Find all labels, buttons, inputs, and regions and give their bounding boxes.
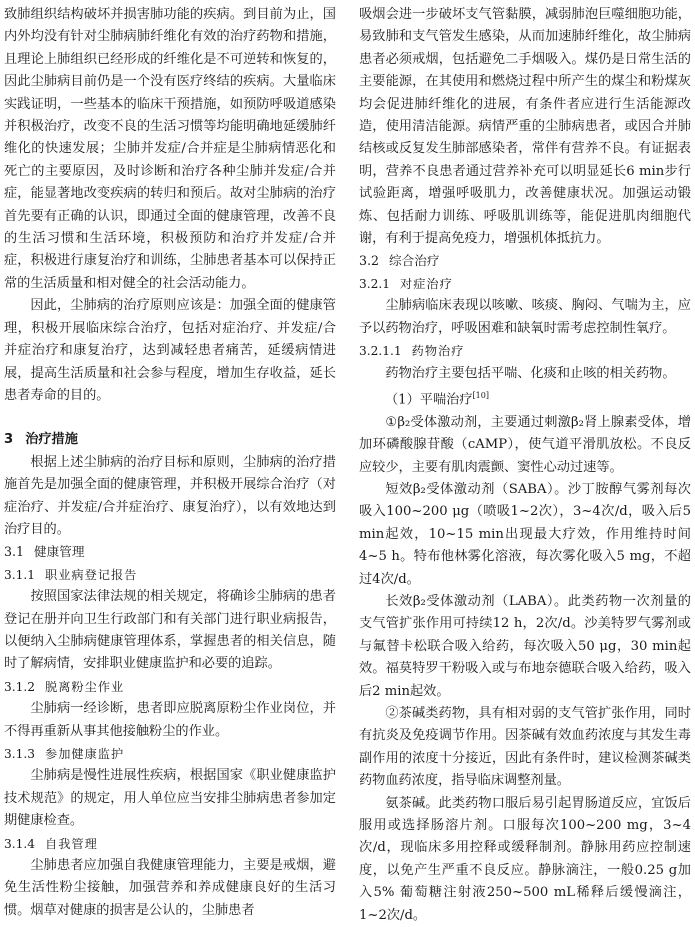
- paragraph: ②茶碱类药物，具有相对弱的支气管扩张作用，同时有抗炎及免疫调节作用。因茶碱有效血药浓度与其发生毒副作用的浓度十分接近，因此有条件时，建议检测茶碱类药物血药浓度，指导临床调整剂量。: [359, 705, 691, 789]
- subsubsection-heading: [4, 743, 336, 765]
- subsubsection-number: 3.2.1.1: [359, 344, 402, 359]
- subsubsection-title: 自我管理: [45, 836, 98, 851]
- paragraph: 根据上述尘肺病的治疗目标和原则，尘肺病的治疗措施首先是加强全面的健康管理，并积极开展综合治疗（对症治疗、并发症/合并症治疗、康复治疗），以有效地达到治疗目的。: [4, 454, 336, 537]
- paragraph: 药物治疗主要包括平喘、化痰和止咳的相关药物。: [385, 365, 676, 381]
- subsubsection-title: 对症治疗: [400, 276, 453, 291]
- paragraph: 按照国家法律法规的相关规定，将确诊尘肺病的患者登记在册并向卫生行政部门和有关部门进行职业病报告，以便纳入尘肺病健康管理体系，掌握患者的相关信息，随时了解病情，安排职业健康监护和必要的追踪。: [4, 589, 336, 672]
- paragraph: 尘肺病一经诊断，患者即应脱离原粉尘作业岗位，并不得再重新从事其他接触粉尘的作业。: [4, 701, 336, 739]
- paragraph: 因此，尘肺病的治疗原则应该是：加强全面的健康管理，积极开展临床综合治疗，包括对症治疗、并发症/合并症治疗和康复治疗，达到减轻患者痛苦，延缓病情进展，提高生活质量和社会参与程度，增加生存收益，延长患者寿命的目的。: [4, 298, 336, 403]
- subsection-heading: [4, 541, 336, 563]
- subsection-title: 综合治疗: [389, 253, 440, 269]
- subsection-number: 3.1: [4, 544, 25, 560]
- paragraph: 尘肺病是慢性进展性疾病，根据国家《职业健康监护技术规范》的规定，用人单位应当安排尘肺病患者参加定期健康检查。: [4, 768, 336, 829]
- subsubsection-number: 3.1.3: [4, 747, 36, 761]
- subsubsection-title: 脱离粉尘作业: [45, 679, 125, 694]
- section-number: 3: [4, 432, 14, 448]
- subsubsection-number: 3.1.1: [4, 567, 36, 582]
- right-column: [359, 4, 691, 927]
- subsubsection-title: 职业病登记报告: [45, 567, 138, 582]
- list-item-label: （1）平喘治疗: [385, 392, 473, 408]
- subsubsection-title: 参加健康监护: [45, 747, 125, 761]
- subsubsection-heading: [359, 340, 691, 362]
- paragraph: 尘肺患者应加强自我健康管理能力，主要是戒烟，避免生活性粉尘接触，加强营养和养成健康良好的生活习惯。烟草对健康的损害是公认的，尘肺患者: [4, 858, 336, 918]
- subsubsection-heading: [4, 676, 336, 698]
- subsubsection-heading: [359, 273, 691, 295]
- subsubsection-number: 3.2.1: [359, 276, 391, 291]
- subsection-heading: [359, 250, 691, 272]
- section-heading: [4, 429, 336, 451]
- paragraph: 吸烟会进一步破坏支气管黏膜，减弱肺泡巨噬细胞功能，易致肺和支气管发生感染，从而加速肺纤维化，故尘肺病患者必须戒烟，包括避免二手烟吸入。煤仍是日常生活的主要能源，在其使用和燃烧过程中所产生的煤尘和粉煤灰均会促进肺纤维化的进展，有条件者应进行生活能源改造，使用清洁能源。病情严重的尘肺病患者，或因合并肺结核或反复发生肺部感染者，常伴有营养不良。有证据表明，营养不良患者通过营养补充可以明显延长6 min步行试验距离，增强呼吸肌力，改善健康状况。加强运动锻炼、包括耐力训练、呼吸肌训练等，能促进肌肉细胞代谢，有利于提高免疫力，增强机体抵抗力。: [359, 7, 691, 247]
- list-item-heading: [359, 385, 691, 412]
- citation-ref[interactable]: [10]: [472, 390, 489, 400]
- subsubsection-heading: [4, 833, 336, 855]
- paragraph: 致肺组织结构破坏并损害肺功能的疾病。到目前为止，国内外均没有针对尘肺病肺纤维化有效的治疗药物和措施，且理论上肺组织已经形成的纤维化是不可逆转和恢复的，因此尘肺病目前仍是一个没有医疗终结的疾病。大量临床实践证明，一些基本的临床干预措施，如预防呼吸道感染并积极治疗，改变不良的生活习惯等均能明确地延缓肺纤维化的快速发展；尘肺并发症/合并症是尘肺病情恶化和死亡的主要原因，及时诊断和治疗各种尘肺并发症/合并症，能显著地改变疾病的转归和预后。故对尘肺病的治疗首先要有正确的认识，即通过全面的健康管理，改善不良的生活习惯和生活环境，积极预防和治疗并发症/合并症，积极进行康复治疗和训练，尘肺患者基本可以保持正常的生活质量和相对健全的社会活动能力。: [4, 7, 336, 291]
- subsubsection-title: 药物治疗: [411, 344, 465, 359]
- left-column: [4, 4, 336, 922]
- paragraph: 短效β₂受体激动剂（SABA）。沙丁胺醇气雾剂每次吸入100~200 μg（喷吸1~2次），3~4次/d，吸入后5 min起效，10~15 min出现最大疗效，作用维持时间4~5 h。特布他林雾化溶液，每次雾化吸入5 mg，不超过4次/d。: [359, 481, 691, 587]
- subsubsection-number: 3.1.2: [4, 679, 36, 694]
- paragraph: 氨茶碱。此类药物口服后易引起胃肠道反应，宜饭后服用或选择肠溶片剂。口服每次100~200 mg，3~4次/d，现临床多用控释或缓释制剂。静脉用药应控制速度，以免产生严重不良反应。静脉滴注，一般0.25 g加入5% 葡萄糖注射液250~500 mL稀释后缓慢滴注，1~2次/d。: [359, 795, 691, 923]
- paragraph: 长效β₂受体激动剂（LABA）。此类药物一次剂量的支气管扩张作用可持续12 h，2次/d。沙美特罗气雾剂或与氟替卡松联合吸入给药，每次吸入50 μg，30 min起效。福莫特罗干粉吸入或与布地奈德联合吸入给药，吸入后2 min起效。: [359, 593, 691, 699]
- subsubsection-number: 3.1.4: [4, 836, 36, 851]
- section-title: 治疗措施: [25, 432, 78, 448]
- subsection-number: 3.2: [359, 253, 380, 269]
- paragraph: ①β₂受体激动剂，主要通过刺激β₂肾上腺素受体，增加环磷酸腺苷酸（cAMP），使气道平滑肌放松。不良反应较少，主要有肌肉震颤、窦性心动过速等。: [359, 414, 691, 475]
- subsection-title: 健康管理: [34, 544, 85, 560]
- paragraph: 尘肺病临床表现以咳嗽、咳痰、胸闷、气喘为主，应予以药物治疗，呼吸困难和缺氧时需考虑控制性氧疗。: [359, 298, 691, 336]
- subsubsection-heading: [4, 564, 336, 586]
